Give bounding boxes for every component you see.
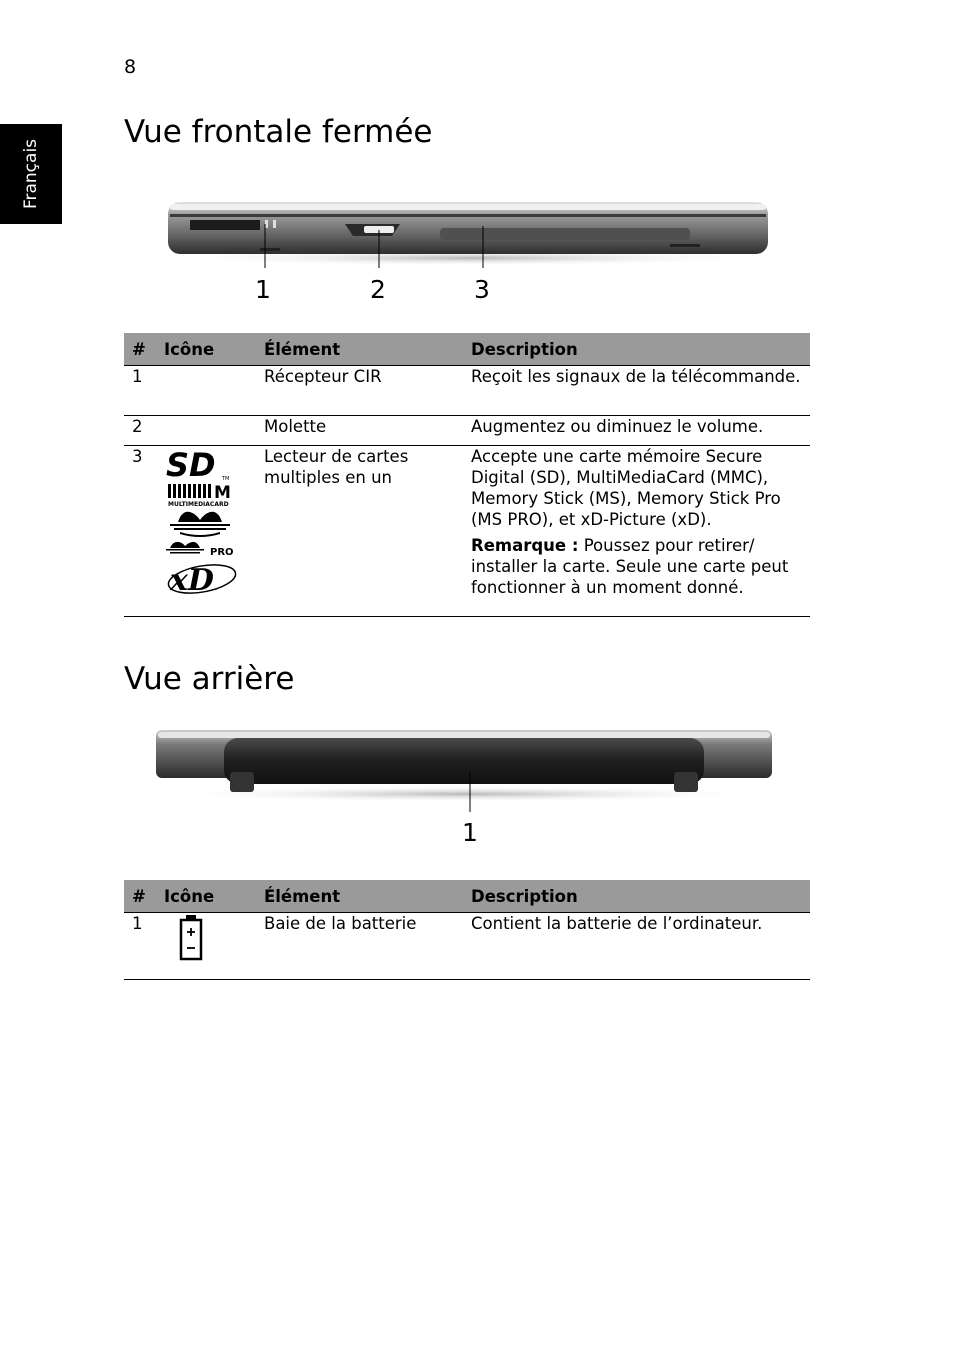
header-number: # xyxy=(124,333,156,366)
language-tab-label: Français xyxy=(21,138,41,210)
header-icon: Icône xyxy=(156,333,256,366)
rear-view-title: Vue arrière xyxy=(124,661,295,697)
row-icon-cell xyxy=(156,416,256,446)
front-callout-1: 1 xyxy=(255,275,271,304)
memory-stick-pro-logo-icon xyxy=(164,538,236,560)
row-note xyxy=(471,535,802,598)
header-element: Élément xyxy=(256,880,463,913)
multimediacard-logo-icon xyxy=(164,482,236,508)
row-element: Récepteur CIR xyxy=(256,366,463,416)
row-description xyxy=(463,446,810,617)
page-number: 8 xyxy=(124,56,137,78)
note-label: Remarque : xyxy=(471,536,579,555)
front-view-callout-lines xyxy=(255,222,495,270)
table-row xyxy=(124,446,810,617)
header-description: Description xyxy=(463,333,810,366)
note-text: Poussez pour retirer/ installer la carte. Seule une carte peut fonctionner à un moment donné. xyxy=(471,536,789,597)
table-header-row xyxy=(124,333,810,366)
row-element: Molette xyxy=(256,416,463,446)
header-element: Élément xyxy=(256,333,463,366)
row-number: 2 xyxy=(124,416,156,446)
front-callout-2: 2 xyxy=(370,275,386,304)
header-description: Description xyxy=(463,880,810,913)
svg-text:SD: SD xyxy=(166,446,216,482)
xd-picture-logo-icon xyxy=(164,560,240,596)
row-number: 3 xyxy=(124,446,156,617)
svg-text:PRO: PRO xyxy=(210,547,234,558)
front-view-title: Vue frontale fermée xyxy=(124,114,433,150)
header-icon: Icône xyxy=(156,880,256,913)
row-icon-cell xyxy=(156,366,256,416)
table-header-row xyxy=(124,880,810,913)
table-row xyxy=(124,913,810,980)
table-row xyxy=(124,366,810,416)
svg-text:M: M xyxy=(214,483,231,503)
row-number: 1 xyxy=(124,366,156,416)
front-callout-3: 3 xyxy=(474,275,490,304)
row-number: 1 xyxy=(124,913,156,980)
row-description: Contient la batterie de l’ordinateur. xyxy=(463,913,810,980)
row-element: Baie de la batterie xyxy=(256,913,463,980)
rear-callout-1: 1 xyxy=(462,818,478,847)
row-element: Lecteur de cartes multiples en un xyxy=(256,446,463,617)
row-icon-cell xyxy=(156,446,256,617)
svg-text:TM: TM xyxy=(222,476,230,482)
rear-view-callout-line xyxy=(465,770,475,814)
sd-card-logo-icon xyxy=(164,446,236,482)
row-description-text: Accepte une carte mémoire Secure Digital (SD), MultiMediaCard (MMC), Memory Stick (MS), Memory Stick Pro (MS PRO), et xD-Picture (xD). xyxy=(471,447,781,529)
row-description: Augmentez ou diminuez le volume. xyxy=(463,416,810,446)
front-view-table xyxy=(124,333,810,617)
rear-view-table xyxy=(124,880,810,980)
table-row xyxy=(124,416,810,446)
svg-text:MULTIMEDIACARD: MULTIMEDIACARD xyxy=(168,501,229,508)
battery-icon xyxy=(174,913,214,963)
language-tab xyxy=(0,124,62,224)
row-description: Reçoit les signaux de la télécommande. xyxy=(463,366,810,416)
memory-stick-logo-icon xyxy=(164,508,236,538)
header-number: # xyxy=(124,880,156,913)
svg-text:xD: xD xyxy=(170,563,214,596)
row-icon-cell xyxy=(156,913,256,980)
